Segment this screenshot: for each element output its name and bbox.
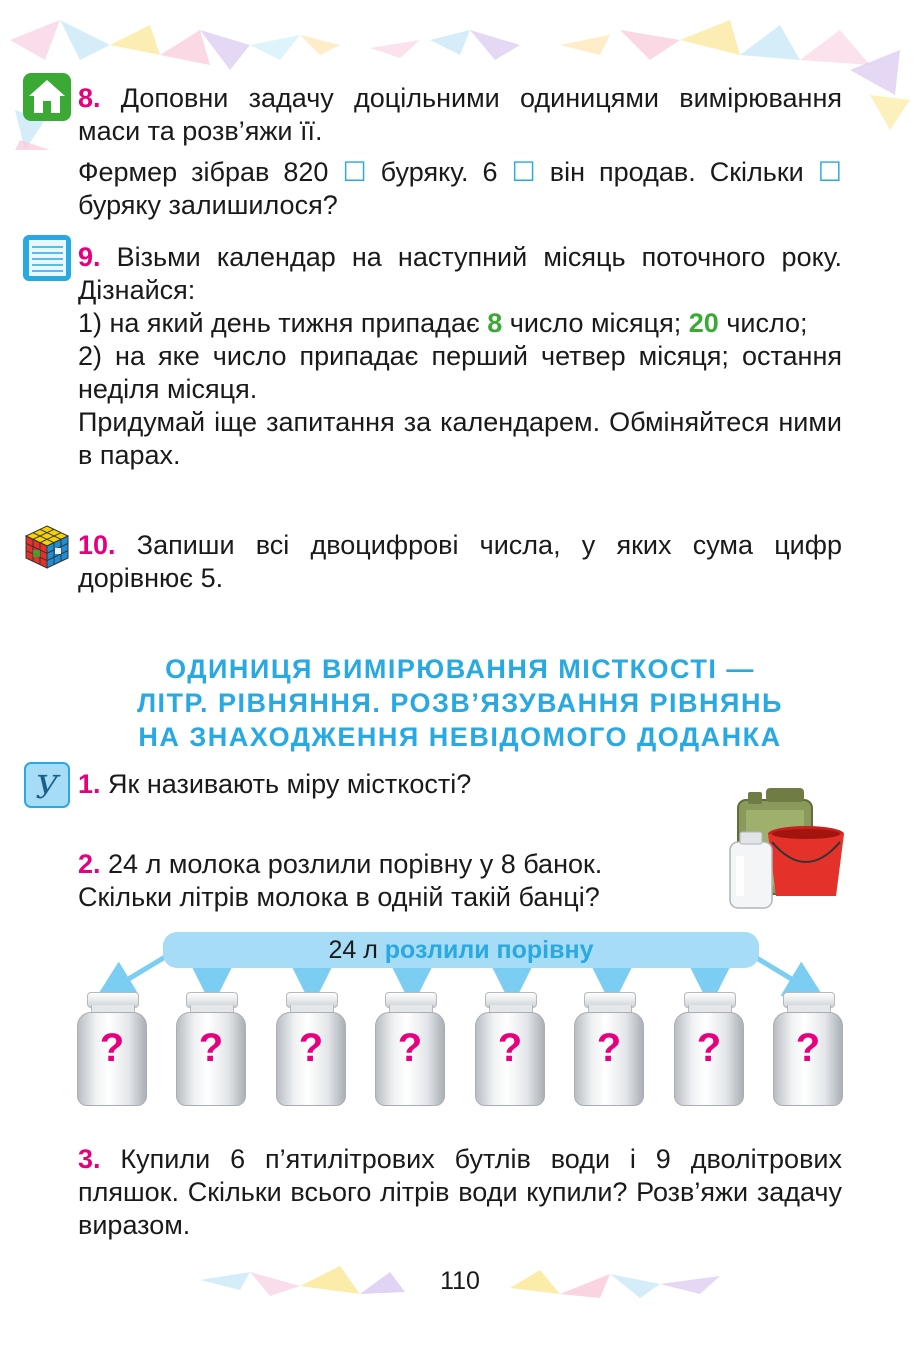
task-number: 8. [78,83,101,113]
task-10 [78,529,842,595]
task-8-problem: Фермер зібрав 820 ☐ буряку. 6 ☐ він продав. Скільки ☐ буряку залишилося? [78,157,842,220]
jar [574,992,644,1106]
task-9-extra: Придумай іще запитання за календарем. Обміняйтеся ними в парах. [78,407,842,470]
task-8-statement: 8. Доповни задачу доцільними одиницями вимірювання маси та розв’яжи її. [78,83,842,146]
task-number: 9. [78,242,101,272]
blank-box: ☐ [342,157,367,187]
section-task-3-statement: 3. Купили 6 п’ятилітрових бутлів води і 9 дволітрових пляшок. Скільки всього літрів води купили? Розв’яжи задачу виразом. [78,1144,842,1240]
jar [773,992,843,1106]
task-9-statement: 9. Візьми календар на наступний місяць поточного року. Дізнайся: [78,242,842,305]
task-8 [78,82,842,222]
jar [674,992,744,1106]
jar [475,992,545,1106]
task-9-item-2: 2) на яке число припадає перший четвер місяця; остання неділя місяця. [78,341,842,404]
home-icon [22,72,72,122]
jar-question-mark: ? [497,1026,523,1070]
section-task-1-statement: 1. Як називають міру місткості? [78,769,472,799]
blank-box: ☐ [817,157,842,187]
jar [375,992,445,1106]
jar [77,992,147,1106]
task-number: 2. [78,849,101,879]
distribution-banner: 24 л розлили порівну [163,932,759,968]
notebook-icon [22,234,72,282]
jar-question-mark: ? [397,1026,423,1070]
jar [176,992,246,1106]
page-number: 110 [440,1267,480,1295]
task-9 [78,241,842,472]
jar-question-mark: ? [795,1026,821,1070]
task-number: 10. [78,530,116,560]
section-task-2-line-1: 2. 24 л молока розлили порівну у 8 банок. [78,849,603,879]
task-number: 3. [78,1144,101,1174]
task-number: 1. [78,769,101,799]
oral-task-icon [24,762,70,808]
svg-text:У: У [35,768,59,806]
section-title: ОДИНИЦЯ ВИМІРЮВАННЯ МІСТКОСТІ — ЛІТР. РІВНЯННЯ. РОЗВ’ЯЗУВАННЯ РІВНЯНЬ НА ЗНАХОДЖЕННЯ НЕВІДОМОГО ДОДАНКА [137,654,783,752]
task-9-item-1: 1) на який день тижня припадає 8 число місяця; 20 число; [78,308,808,338]
jar-question-mark: ? [696,1026,722,1070]
section-task-2-line-2: Скільки літрів молока в одній такій банці? [78,882,600,912]
blank-box: ☐ [511,157,536,187]
jar-question-mark: ? [298,1026,324,1070]
jar-question-mark: ? [596,1026,622,1070]
canister-bucket-bottle-image [726,786,846,912]
section-task-3 [78,1143,842,1242]
jar-question-mark: ? [198,1026,224,1070]
task-10-statement: 10. Запиши всі двоцифрові числа, у яких сума цифр дорівнює 5. [78,530,842,593]
section-task-2 [78,848,718,914]
jar [276,992,346,1106]
rubiks-cube-icon [24,524,70,570]
jar-question-mark: ? [99,1026,125,1070]
